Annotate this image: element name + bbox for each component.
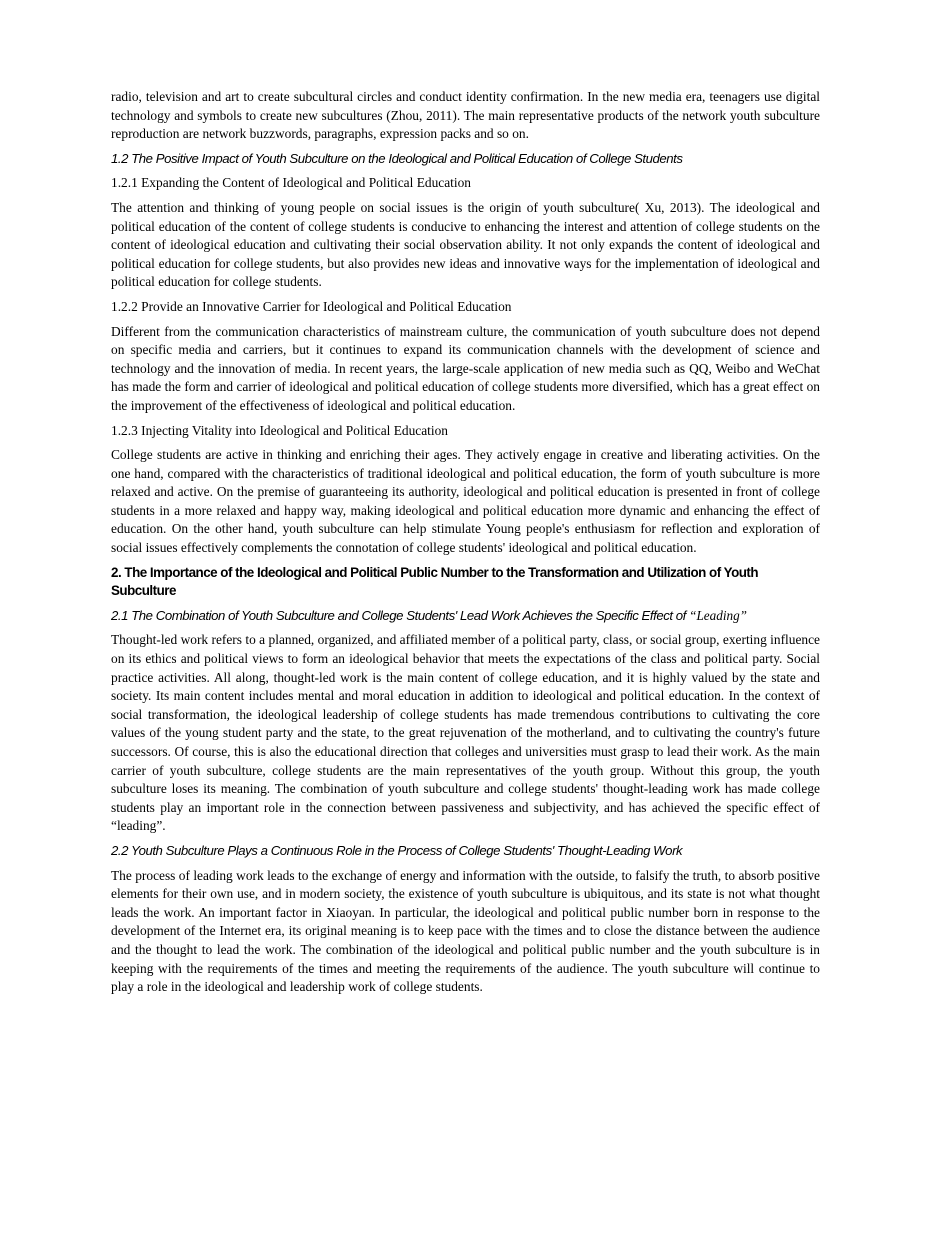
section-1-2-2-heading: 1.2.2 Provide an Innovative Carrier for Ideological and Political Education	[111, 298, 512, 314]
section-1-2-3-heading: 1.2.3 Injecting Vitality into Ideological and Political Education	[111, 422, 448, 438]
section-1-2-2-paragraph: Different from the communication characteristics of mainstream culture, the communication of youth subculture does not depend on specific media and carriers, but it continues to expand its communication channels with the development of science and technology and the innovation of media. In recent years, the large-scale application of new media such as QQ, Weibo and WeChat has made the form and carrier of ideological and political education of college students more diversified, which has a great effect on the improvement of the effectiveness of ideological and political education.	[111, 323, 820, 413]
intro-paragraph: radio, television and art to create subcultural circles and conduct identity confirmation. In the new media era, teenagers use digital technology and symbols to create new subcultures (Zhou, 2011). The main representative products of the network youth subculture reproduction are network buzzwords, paragraphs, expression packs and so on.	[111, 89, 820, 142]
section-2-2-paragraph: The process of leading work leads to the exchange of energy and information with the outside, to falsify the truth, to absorb positive elements for their own use, and in modern society, the existence of youth subculture is ubiquitous, and its state is not what thought leads the work. An important factor in Xiaoyan. In particular, the ideological and political public number born in response to the development of the Internet era, its original meaning is to keep pace with the times and to close the distance between the audience and the thought to lead the work. The combination of the ideological and political public number and the youth subculture is in keeping with the requirements of the times and meeting the requirements of the audience. The youth subculture will continue to play a role in the ideological and leadership work of college students.	[111, 867, 820, 995]
section-1-2-1-paragraph: The attention and thinking of young people on social issues is the origin of youth subculture( Xu, 2013). The ideological and political education of the content of college students is conducive to enhancing the interest and attention of college students on the content of ideological education and cultivating their social observation ability. It not only expands the content of ideological and political education for college students, but also provides new ideas and innovative ways for the implementation of ideological and political education for college students.	[111, 199, 820, 290]
section-2-1-heading	[111, 607, 820, 626]
section-1-2-3-paragraph: College students are active in thinking and enriching their ages. They actively engage in creative and liberating activities. On the one hand, compared with the characteristics of traditional ideological and political education, the form of youth subculture is more relaxed and active. On the premise of guaranteeing its authority, ideological and political education is presented in front of college students in a more relaxed and happy way, making ideological and political education more dynamic and enhancing the effect of education. On the other hand, youth subculture can help stimulate Young people's enthusiasm for reflection and exploration of social issues effectively complements the connotation of college students' ideological and political education.	[111, 447, 820, 556]
section-2-heading: 2. The Importance of the Ideological and Political Public Number to the Transformation and Utilization of Youth Subculture	[111, 564, 759, 599]
paper-page	[111, 88, 820, 1003]
section-2-2-heading: 2.2 Youth Subculture Plays a Continuous Role in the Process of College Students' Thought-Leading Work	[111, 842, 683, 858]
section-2-1-paragraph: Thought-led work refers to a planned, organized, and affiliated member of a political party, class, or social group, exerting influence on its ethics and political views to form an ideological behavior that meets the expectations of the class and political party. Social practice activities. All along, thought-led work is the main content of college education, and it is highly valued by the state and society. Its main content includes mental and moral education in addition to ideological and political education. In the context of social transformation, the ideological leadership of college students has made tremendous contributions to cultivating the core values of the young student party and the state, to the great rejuvenation of the motherland, and to cultivating the country's future successors. Of course, this is also the educational direction that colleges and universities must grasp to lead their work. As the main carrier of youth subculture, college students are the main representatives of the youth group. Without this group, the youth subculture loses its meaning. The combination of youth subculture and college students' thought-leading work has made college students play an important role in the connection between passiveness and subjectivity, and has achieved the specific effect of “leading”.	[111, 632, 820, 834]
section-2-1-heading-text: 2.1 The Combination of Youth Subculture and College Students' Lead Work Achieves the Specific Effect of	[111, 607, 686, 623]
section-1-2-heading: 1.2 The Positive Impact of Youth Subculture on the Ideological and Political Education of College Students	[111, 150, 683, 166]
section-1-2-1-heading: 1.2.1 Expanding the Content of Ideological and Political Education	[111, 175, 471, 191]
section-2-1-heading-quote: “Leading”	[689, 607, 748, 623]
